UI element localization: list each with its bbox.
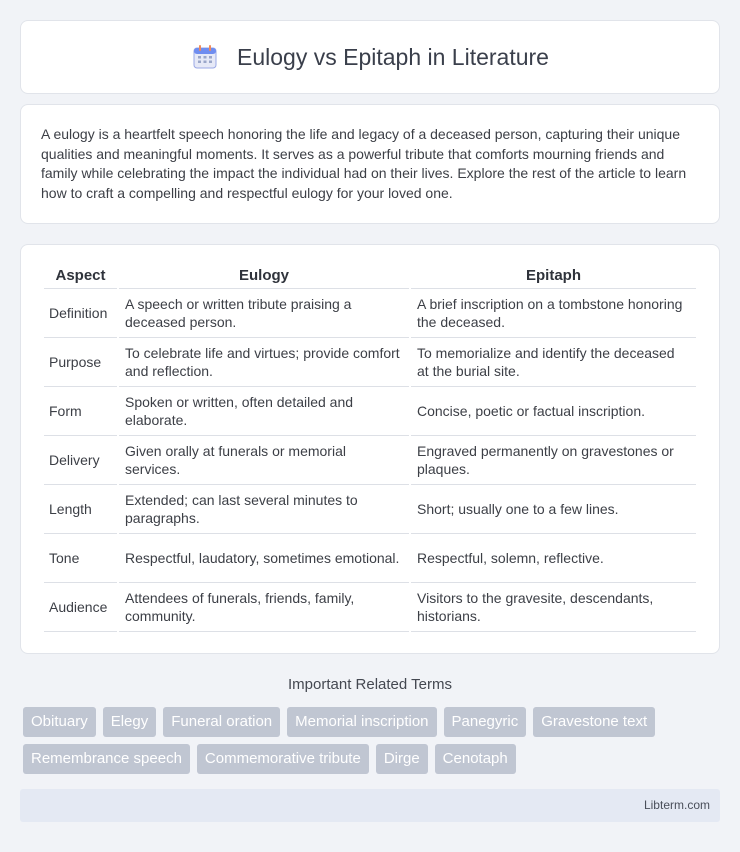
row-epitaph: To memorialize and identify the deceased at the burial site.: [411, 338, 696, 387]
row-eulogy: Attendees of funerals, friends, family, community.: [119, 583, 409, 632]
calendar-icon: [191, 43, 219, 71]
table-header-row: [44, 265, 696, 289]
row-aspect: Length: [44, 485, 117, 534]
row-epitaph: Visitors to the gravesite, descendants, historians.: [411, 583, 696, 632]
comparison-card: [20, 244, 720, 654]
tag-remembrance-speech[interactable]: Remembrance speech: [23, 744, 190, 774]
row-eulogy: Given orally at funerals or memorial services.: [119, 436, 409, 485]
row-epitaph: A brief inscription on a tombstone honoring the deceased.: [411, 289, 696, 338]
row-aspect: Definition: [44, 289, 117, 338]
related-terms-list: [23, 707, 723, 774]
header-eulogy: Eulogy: [119, 265, 409, 289]
table-row: [44, 436, 696, 485]
title-wrap: [191, 43, 549, 71]
row-aspect: Delivery: [44, 436, 117, 485]
table-row: [44, 387, 696, 436]
tag-obituary[interactable]: Obituary: [23, 707, 96, 737]
header-aspect: Aspect: [44, 265, 117, 289]
tag-memorial-inscription[interactable]: Memorial inscription: [287, 707, 436, 737]
tag-panegyric[interactable]: Panegyric: [444, 707, 527, 737]
table-row: [44, 289, 696, 338]
row-eulogy: Respectful, laudatory, sometimes emotional.: [119, 534, 409, 583]
row-aspect: Purpose: [44, 338, 117, 387]
tag-commemorative-tribute[interactable]: Commemorative tribute: [197, 744, 369, 774]
page-title: Eulogy vs Epitaph in Literature: [237, 43, 549, 70]
footer: [20, 789, 720, 822]
table-row: [44, 534, 696, 583]
tag-funeral-oration[interactable]: Funeral oration: [163, 707, 280, 737]
tag-dirge[interactable]: Dirge: [376, 744, 428, 774]
table-row: [44, 485, 696, 534]
row-epitaph: Short; usually one to a few lines.: [411, 485, 696, 534]
header-epitaph: Epitaph: [411, 265, 696, 289]
row-eulogy: A speech or written tribute praising a deceased person.: [119, 289, 409, 338]
related-terms-title: Important Related Terms: [288, 676, 452, 693]
tag-gravestone-text[interactable]: Gravestone text: [533, 707, 655, 737]
footer-brand-link[interactable]: Libterm.com: [643, 798, 710, 812]
comparison-table: [42, 265, 698, 632]
intro-paragraph: A eulogy is a heartfelt speech honoring the life and legacy of a deceased person, capturing their unique qualities and meaningful moments. It serves as a powerful tribute that comforts mourning friends and family while celebrating the impact the individual had on their lives. Explore the rest of the article to learn how to craft a compelling and respectful eulogy for your loved one.: [41, 126, 687, 201]
tag-cenotaph[interactable]: Cenotaph: [435, 744, 516, 774]
row-eulogy: Extended; can last several minutes to paragraphs.: [119, 485, 409, 534]
row-epitaph: Respectful, solemn, reflective.: [411, 534, 696, 583]
row-aspect: Audience: [44, 583, 117, 632]
row-eulogy: To celebrate life and virtues; provide comfort and reflection.: [119, 338, 409, 387]
row-aspect: Form: [44, 387, 117, 436]
intro-card: [20, 104, 720, 224]
row-epitaph: Concise, poetic or factual inscription.: [411, 387, 696, 436]
row-epitaph: Engraved permanently on gravestones or plaques.: [411, 436, 696, 485]
row-eulogy: Spoken or written, often detailed and elaborate.: [119, 387, 409, 436]
table-row: [44, 338, 696, 387]
tag-elegy[interactable]: Elegy: [103, 707, 157, 737]
row-aspect: Tone: [44, 534, 117, 583]
header-card: [20, 20, 720, 94]
table-row: [44, 583, 696, 632]
